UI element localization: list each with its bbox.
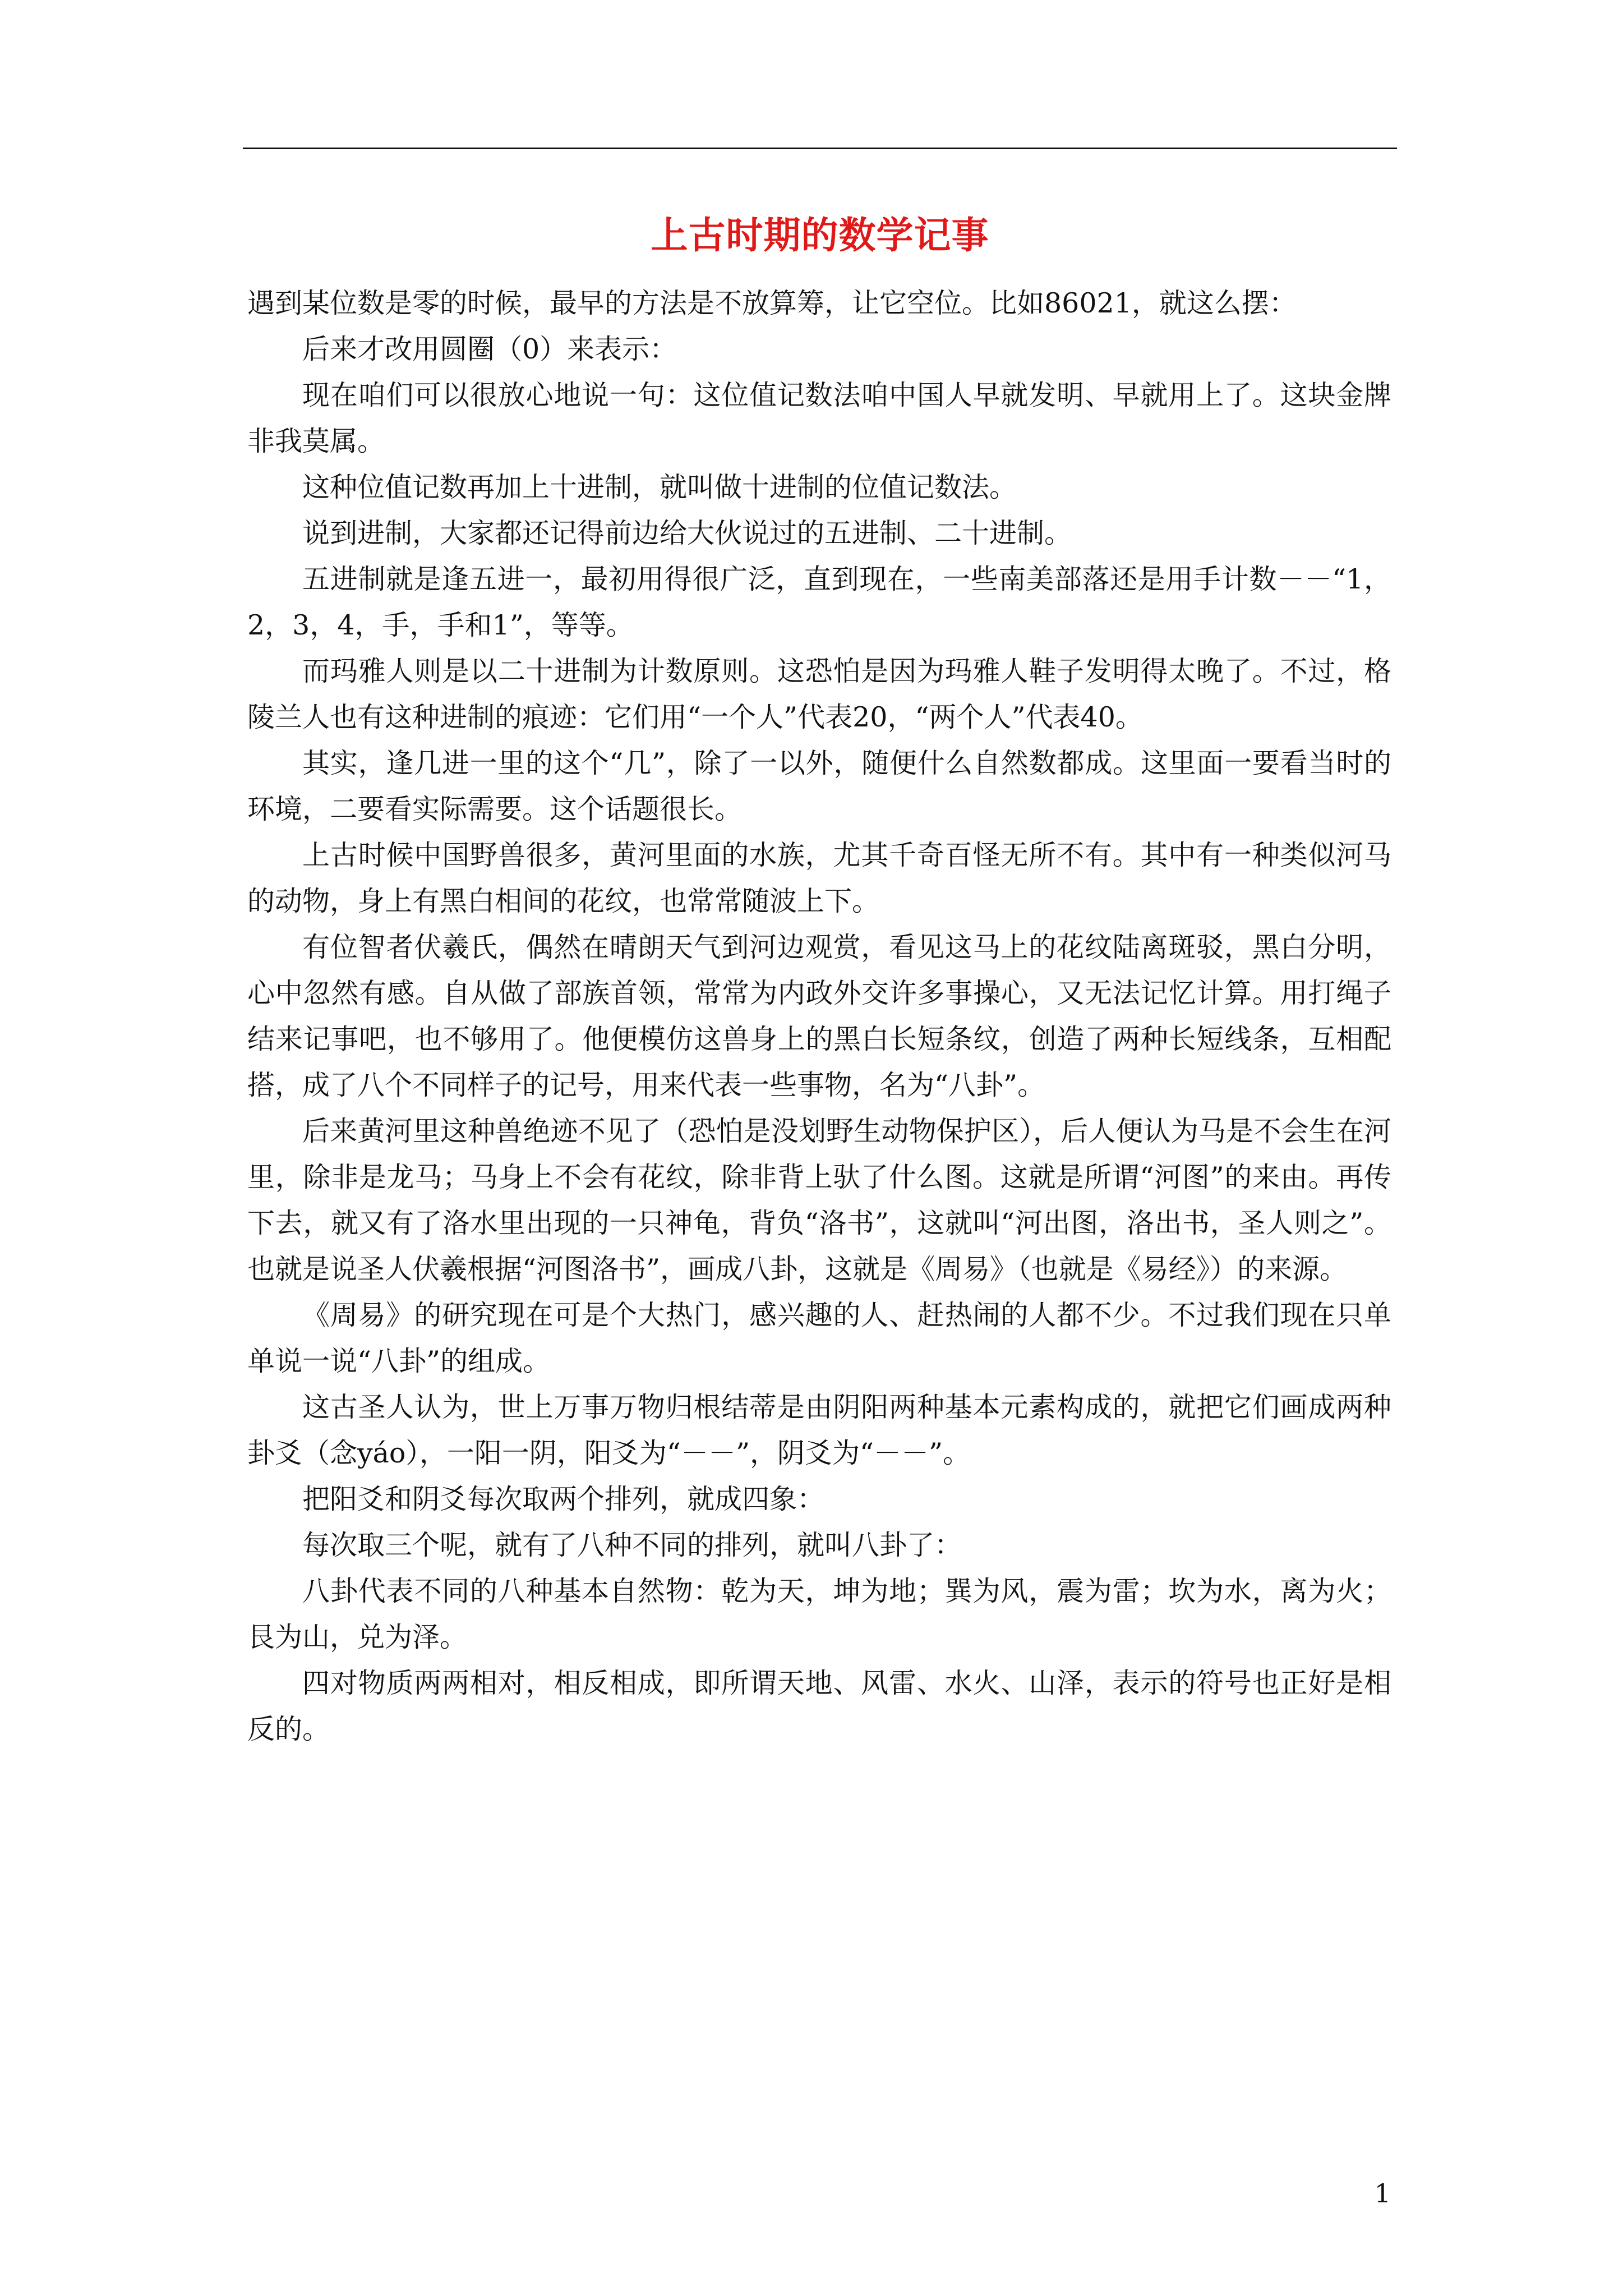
paragraph: 这种位值记数再加上十进制，就叫做十进制的位值记数法。: [302, 471, 1017, 503]
document-body: [247, 280, 1391, 1752]
paragraph: 把阳爻和阴爻每次取两个排列，就成四象：: [302, 1483, 825, 1515]
paragraph: 五进制就是逢五进一，最初用得很广泛，直到现在，一些南美部落还是用手计数－－“1，2，3，4，手，手和1”，等等。: [247, 563, 1391, 641]
paragraph: 说到进制，大家都还记得前边给大伙说过的五进制、二十进制。: [302, 517, 1072, 549]
paragraph: 而玛雅人则是以二十进制为计数原则。这恐怕是因为玛雅人鞋子发明得太晚了。不过，格陵兰人也有这种进制的痕迹：它们用“一个人”代表20，“两个人”代表40。: [247, 655, 1391, 733]
paragraph: 每次取三个呢，就有了八种不同的排列，就叫八卦了：: [302, 1529, 962, 1561]
paragraph: 这古圣人认为，世上万事万物归根结蒂是由阴阳两种基本元素构成的，就把它们画成两种卦爻（念yáo），一阳一阴，阳爻为“－－”，阴爻为“－－”。: [247, 1391, 1391, 1469]
paragraph: 四对物质两两相对，相反相成，即所谓天地、风雷、水火、山泽，表示的符号也正好是相反的。: [247, 1667, 1391, 1745]
paragraph: 八卦代表不同的八种基本自然物：乾为天，坤为地；巽为风，震为雷；坎为水，离为火；艮为山，兑为泽。: [247, 1575, 1391, 1653]
paragraph: 上古时候中国野兽很多，黄河里面的水族，尤其千奇百怪无所不有。其中有一种类似河马的动物，身上有黑白相间的花纹，也常常随波上下。: [247, 839, 1391, 917]
document-title: 上古时期的数学记事: [651, 214, 989, 257]
paragraph: 后来才改用圆圈（0）来表示：: [302, 333, 677, 365]
page-number: 1: [1374, 2178, 1391, 2208]
paragraph: 有位智者伏羲氏，偶然在晴朗天气到河边观赏，看见这马上的花纹陆离斑驳，黑白分明，心中忽然有感。自从做了部族首领，常常为内政外交许多事操心，又无法记忆计算。用打绳子结来记事吧，也不够用了。他便模仿这兽身上的黑白长短条纹，创造了两种长短线条，互相配搭，成了八个不同样子的记号，用来代表一些事物，名为“八卦”。: [247, 931, 1391, 1101]
paragraph: 其实，逢几进一里的这个“几”，除了一以外，随便什么自然数都成。这里面一要看当时的环境，二要看实际需要。这个话题很长。: [247, 747, 1391, 825]
paragraph: 遇到某位数是零的时候，最早的方法是不放算筹，让它空位。比如86021，就这么摆：: [247, 287, 1297, 319]
paragraph: 后来黄河里这种兽绝迹不见了（恐怕是没划野生动物保护区），后人便认为马是不会生在河里，除非是龙马；马身上不会有花纹，除非背上驮了什么图。这就是所谓“河图”的来由。再传下去，就又有了洛水里出现的一只神龟，背负“洛书”，这就叫“河出图，洛出书，圣人则之”。也就是说圣人伏羲根据“河图洛书”，画成八卦，这就是《周易》（也就是《易经》）的来源。: [247, 1115, 1391, 1285]
header-rule: [243, 148, 1397, 149]
paragraph: 现在咱们可以很放心地说一句：这位值记数法咱中国人早就发明、早就用上了。这块金牌非我莫属。: [247, 379, 1391, 457]
paragraph: 《周易》的研究现在可是个大热门，感兴趣的人、赶热闹的人都不少。不过我们现在只单单说一说“八卦”的组成。: [247, 1299, 1391, 1377]
